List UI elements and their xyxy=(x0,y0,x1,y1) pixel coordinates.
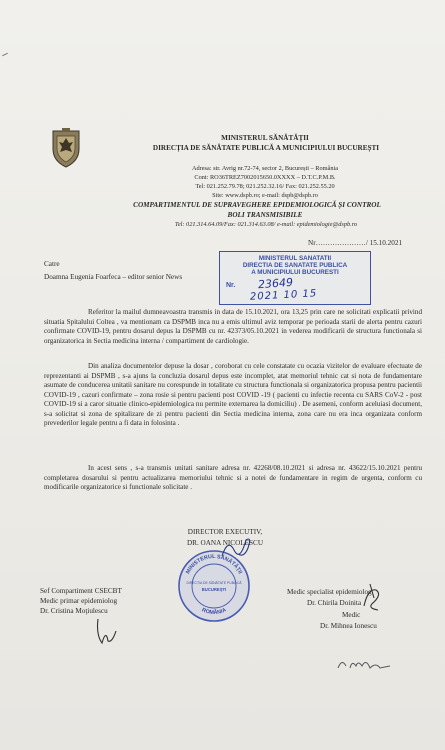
stamp-line-3: A MUNICIPIULUI BUCURESTI xyxy=(251,269,339,276)
department-line-1: COMPARTIMENTUL DE SUPRAVEGHERE EPIDEMIOLOGICĂ ȘI CONTROL xyxy=(133,201,381,209)
second-right-signatory-title: Medic xyxy=(342,611,361,619)
right-signature xyxy=(356,580,386,614)
round-stamp-mid-text: DIRECȚIA DE SĂNĂTATE PUBLICĂ xyxy=(186,581,242,585)
department-contact-line: Tel: 021.314.64.09/Fax: 021.314.63.08/ e-mail: epidemiologie@dspb.ro xyxy=(174,221,358,228)
body-paragraph-1: Referitor la mailul dumneavoastra transmis in data de 15.10.2021, ora 13,25 prin care ne solicitati explicatii privind situatia Spitalului Coltea , va mentionam ca DSPMB inca nu a emis ultimul aviz temporar pe perioada starii de alerta pentru cazuri confirmate COVID-19, pentru dosarul depus la DSPMB cu nr. 42373/05.10.2021 in vederea modificarii de structura functionala si organizatorica in Sectia medicina interna / compartiment de cardiologie. xyxy=(44,308,422,345)
recipient-name: Doamna Eugenia Foarfeca – editor senior News xyxy=(44,273,183,281)
body-paragraph-3: In acest sens , s-a transmis unitati sanitare adresa nr. 42268/08.10.2021 si adresa nr. 43622/15.10.2021 pentru completarea dosarului si pentru actualizarea memoriului tehnic si a notei de fundamentare in regim de urgenta, conform cu modificarile organizatorice si functionale solicitate . xyxy=(44,464,422,492)
left-signatory-title-1: Sef Compartiment CSECBT xyxy=(40,587,122,595)
stamp-line-2: DIRECTIA DE SANATATE PUBLICA xyxy=(242,262,348,269)
phone-line: Tel: 021.252.79.78; 021.252.32.16/ Fax: 021.252.55.20 xyxy=(195,183,335,190)
directorate-name: DIRECȚIA DE SĂNĂTATE PUBLICĂ A MUNICIPIULUI BUCUREȘTI xyxy=(152,144,380,152)
page-fold-mark xyxy=(2,53,8,56)
body-paragraph-2: Din analiza documentelor depuse la dosar , coroborat cu cele constatate cu ocazia vizitelor de evaluare efectuate de reprezentanti ai DSPMB , s-a ajuns la concluzia dosarul depus este incomplet, atat memoriul tehnic cat si nota de fundamentare asumate de conducerea unitatii sanitare nu corespunde in totalitate cu structura functionala si organizatorica propusa pentru pacientii COVID-19 , cazuri confirmate – zona rosie si pentru pacienti post COVID -19 ( pacienti cu infectie recenta cu SARS CoV-2 - post COVID-19 si a caror situatie clinico-epidemiologica nu permite externarea la domiciliu) . De asemeni, conform aceluiasi document, s-a solicitat si zona de spitalizare de zi pentru pacienti din Sectia medicina interna, zona care nu era inca organizata conform prevederilor legale pentru a fi data in folosinta . xyxy=(44,362,422,428)
second-right-signatory-name: Dr. Mihnea Ionescu xyxy=(320,622,377,630)
stamp-handwritten-number: 23649 xyxy=(257,275,294,292)
left-signatory-title-2: Medic primar epidemiolog xyxy=(40,597,118,605)
ministry-name: MINISTERUL SĂNĂTĂȚII xyxy=(221,134,309,142)
department-line-2: BOLI TRANSMISIBILE xyxy=(227,211,303,219)
address-line: Adresa: str. Avrig nr.72-74, sector 2, București – România xyxy=(191,165,339,172)
coat-of-arms-icon xyxy=(47,127,85,169)
left-signatory-name: Dr. Cristina Moţiulescu xyxy=(40,607,108,615)
round-stamp-center-text: BUCUREȘTI xyxy=(201,587,227,592)
reference-number: Nr…………………/ 15.10.2021 xyxy=(308,239,403,247)
stamp-handwritten-date: 2021 10 15 xyxy=(249,288,318,303)
stamp-nr-label: Nr. xyxy=(226,282,236,289)
recipient-salutation: Catre xyxy=(44,260,60,268)
site-line: Site: www.dspb.ro; e-mail: dspb@dspb.ro xyxy=(212,192,318,199)
account-line: Cont: RO36TREZ7002015650.0XXXX – D.T.C.P.M.B. xyxy=(194,174,336,181)
round-stamp-top-text: MINISTERUL SĂNĂTĂȚII xyxy=(185,553,243,576)
director-signature xyxy=(218,532,258,562)
stamp-line-1: MINISTERUL SANATATII xyxy=(258,255,332,262)
right-signatory-name: Dr. Chirila Doinita xyxy=(307,599,362,607)
left-signature xyxy=(92,613,122,649)
right-signatory-title: Medic specialist epidemiolog xyxy=(287,588,372,596)
registration-stamp xyxy=(219,251,371,305)
bottom-initials xyxy=(334,652,394,674)
round-stamp-bottom-text: ROMÂNIA xyxy=(200,607,228,617)
director-name: DR. OANA NICOLESCU xyxy=(186,539,264,547)
director-title: DIRECTOR EXECUTIV, xyxy=(187,528,263,536)
